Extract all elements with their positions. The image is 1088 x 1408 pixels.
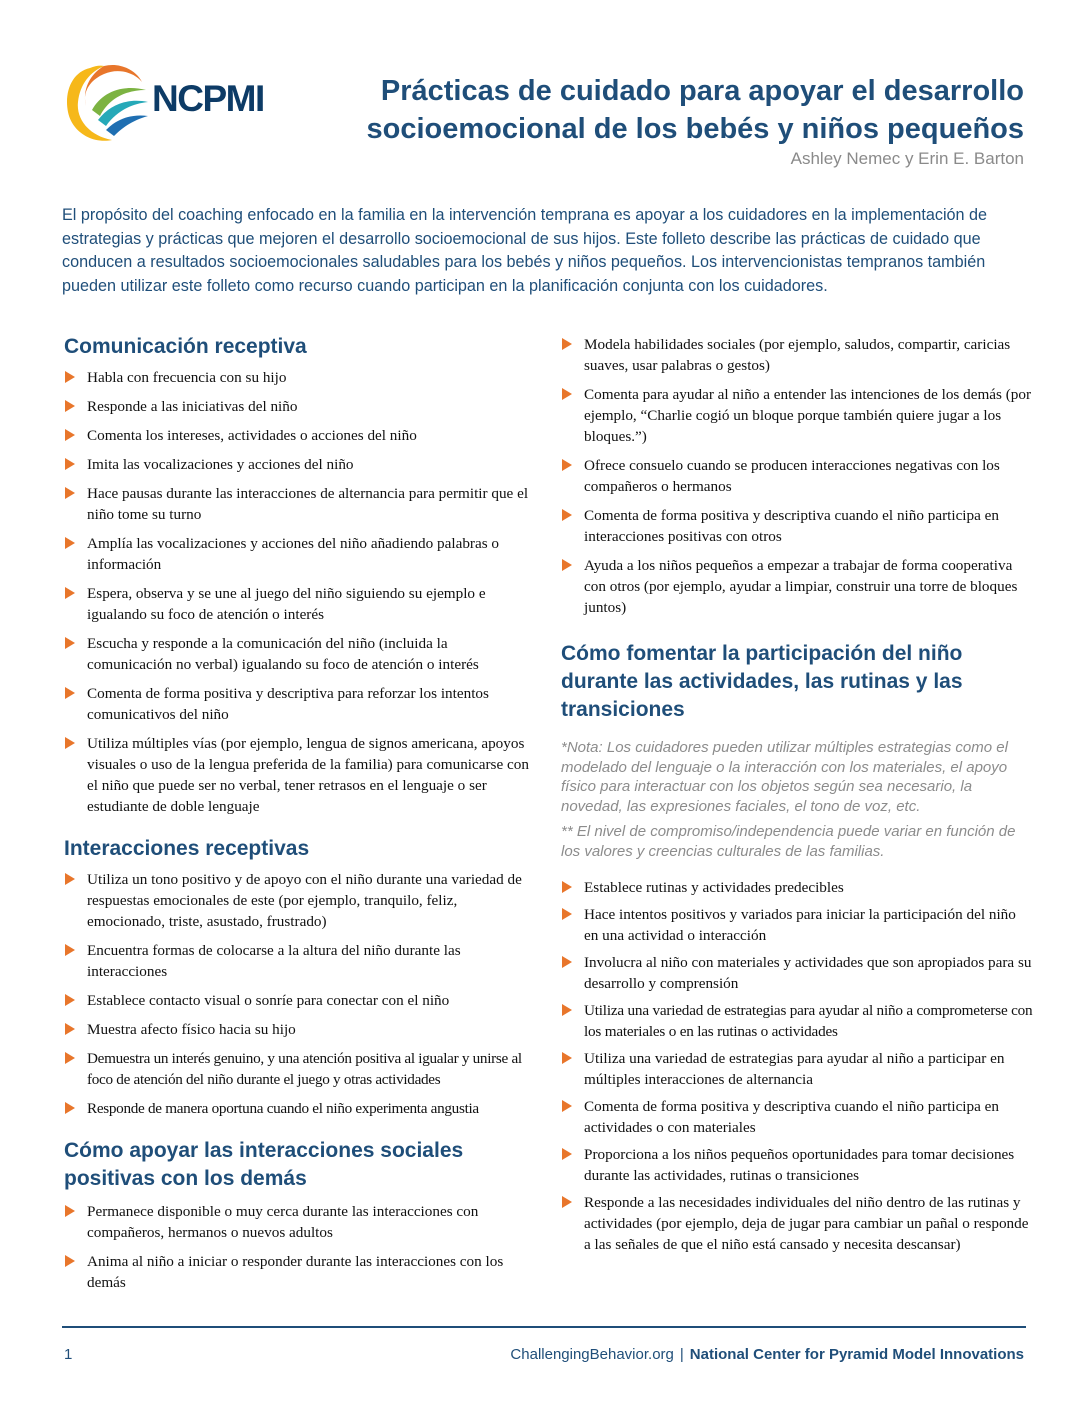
- list-item: Comenta los intereses, actividades o acciones del niño: [64, 425, 536, 446]
- list-item: Responde de manera oportuna cuando el niño experimenta angustia: [64, 1098, 536, 1119]
- bullet-triangle-icon: [65, 487, 75, 499]
- bullet-triangle-icon: [562, 559, 572, 571]
- list-item: Establece rutinas y actividades predecibles: [561, 877, 1033, 898]
- bullet-triangle-icon: [65, 873, 75, 885]
- bullet-triangle-icon: [562, 1148, 572, 1160]
- list-item: Involucra al niño con materiales y actividades que son apropiados para su desarrollo y comprensión: [561, 952, 1033, 994]
- authors: Ashley Nemec y Erin E. Barton: [790, 149, 1024, 168]
- title-line-1: Prácticas de cuidado para apoyar el desarrollo: [380, 75, 1024, 107]
- list-item: Utiliza múltiples vías (por ejemplo, lengua de signos americana, apoyos visuales o uso de la lengua preferida de la familia) para comunicarse con el niño que puede ser no verbal, tener retrasos en el lenguaje o ser estudiante de doble lenguaje: [64, 733, 536, 817]
- list-item: Ofrece consuelo cuando se producen interacciones negativas con los compañeros o hermanos: [561, 455, 1033, 497]
- section-heading-social-interactions: Cómo apoyar las interacciones sociales positivas con los demás: [64, 1139, 464, 1190]
- list-item: Ayuda a los niños pequeños a empezar a trabajar de forma cooperativa con otros (por ejemplo, ayudar a limpiar, construir una torre de bloques juntos): [561, 555, 1033, 618]
- left-column: [64, 330, 536, 1293]
- footer-divider: [62, 1326, 1026, 1328]
- list-item: Utiliza una variedad de estrategias para ayudar al niño a participar en múltiples interacciones de alternancia: [561, 1048, 1033, 1090]
- page-number: 1: [64, 1346, 73, 1363]
- list-item: Comenta de forma positiva y descriptiva cuando el niño participa en interacciones positivas con otros: [561, 505, 1033, 547]
- list-item: Hace intentos positivos y variados para iniciar la participación del niño en una actividad o interacción: [561, 904, 1033, 946]
- logo-wordmark: NCPMI: [152, 78, 264, 119]
- footer-organization: National Center for Pyramid Model Innovations: [689, 1346, 1024, 1363]
- list-item: Permanece disponible o muy cerca durante las interacciones con compañeros, hermanos o nuevos adultos: [64, 1201, 536, 1243]
- bullet-triangle-icon: [562, 509, 572, 521]
- bullet-triangle-icon: [562, 1100, 572, 1112]
- ncpmi-logo: [62, 62, 262, 146]
- list-item: Amplía las vocalizaciones y acciones del niño añadiendo palabras o información: [64, 533, 536, 575]
- bullet-triangle-icon: [65, 637, 75, 649]
- list-item: Establece contacto visual o sonríe para conectar con el niño: [64, 990, 536, 1011]
- list-item: Comenta de forma positiva y descriptiva cuando el niño participa en actividades o con materiales: [561, 1096, 1033, 1138]
- list-item: Hace pausas durante las interacciones de alternancia para permitir que el niño tome su turno: [64, 483, 536, 525]
- participation-note-2: ** El nivel de compromiso/independencia puede variar en función de los valores y creencias culturales de las familias.: [561, 823, 1016, 860]
- bullet-triangle-icon: [65, 587, 75, 599]
- footer-credit: [510, 1346, 1024, 1363]
- title-line-2: socioemocional de los bebés y niños pequeños: [366, 113, 1024, 145]
- receptive-communication-list: [64, 367, 536, 817]
- list-item: Utiliza un tono positivo y de apoyo con el niño durante una variedad de respuestas emocionales de este (por ejemplo, tranquilo, feliz, emocionado, triste, asustado, frustrado): [64, 869, 536, 932]
- bullet-triangle-icon: [562, 459, 572, 471]
- list-item: Demuestra un interés genuino, y una atención positiva al igualar y unirse al foco de atención del niño durante el juego y otras actividades: [64, 1048, 536, 1090]
- bullet-triangle-icon: [65, 1255, 75, 1267]
- bullet-triangle-icon: [562, 388, 572, 400]
- bullet-triangle-icon: [65, 1023, 75, 1035]
- bullet-triangle-icon: [65, 458, 75, 470]
- bullet-triangle-icon: [65, 994, 75, 1006]
- participation-note-1: *Nota: Los cuidadores pueden utilizar múltiples estrategias como el modelado del lenguaje o la interacción con los materiales, el apoyo físico para interactuar con los objetos según sea necesario, la novedad, las expresiones faciales, el tono de voz, etc.: [561, 739, 1008, 815]
- bullet-triangle-icon: [562, 908, 572, 920]
- receptive-interactions-list: [64, 869, 536, 1119]
- list-item: Encuentra formas de colocarse a la altura del niño durante las interacciones: [64, 940, 536, 982]
- footer-separator: |: [679, 1346, 684, 1363]
- list-item: Modela habilidades sociales (por ejemplo, saludos, compartir, caricias suaves, usar palabras o gestos): [561, 334, 1033, 376]
- bullet-triangle-icon: [65, 400, 75, 412]
- ncpmi-logo-icon: [62, 62, 152, 146]
- section-heading-receptive-interactions: Interacciones receptivas: [64, 837, 310, 860]
- bullet-triangle-icon: [65, 1205, 75, 1217]
- list-item: Comenta de forma positiva y descriptiva para reforzar los intentos comunicativos del niño: [64, 683, 536, 725]
- bullet-triangle-icon: [65, 1052, 75, 1064]
- list-item: Muestra afecto físico hacia su hijo: [64, 1019, 536, 1040]
- bullet-triangle-icon: [562, 1196, 572, 1208]
- bullet-triangle-icon: [562, 338, 572, 350]
- bullet-triangle-icon: [65, 737, 75, 749]
- bullet-triangle-icon: [562, 1052, 572, 1064]
- list-item: Responde a las iniciativas del niño: [64, 396, 536, 417]
- bullet-triangle-icon: [562, 1004, 572, 1016]
- list-item: Responde a las necesidades individuales del niño dentro de las rutinas y actividades (por ejemplo, deja de jugar para cambiar un pañal o responde a las señales de que el niño está cansado y necesita descansar): [561, 1192, 1033, 1255]
- list-item: Proporciona a los niños pequeños oportunidades para tomar decisiones durante las actividades, rutinas o transiciones: [561, 1144, 1033, 1186]
- list-item: Utiliza una variedad de estrategias para ayudar al niño a comprometerse con los materiales o en las rutinas o actividades: [561, 1000, 1033, 1042]
- right-column: [561, 330, 1033, 1255]
- participation-list: [561, 877, 1033, 1255]
- list-item: Anima al niño a iniciar o responder durante las interacciones con los demás: [64, 1251, 536, 1293]
- section-heading-participation: Cómo fomentar la participación del niño durante las actividades, las rutinas y las transiciones: [561, 642, 963, 721]
- intro-paragraph: El propósito del coaching enfocado en la familia en la intervención temprana es apoyar a los cuidadores en la implementación de estrategias y prácticas que mejoren el desarrollo socioemocional de sus hijos. Este folleto describe las prácticas de cuidado que conducen a resultados socioemocionales saludables para los bebés y niños pequeños. Los intervencionistas tempranos también pueden utilizar este folleto como recurso cuando participan en la planificación conjunta con los cuidadores.: [62, 206, 988, 295]
- bullet-triangle-icon: [65, 944, 75, 956]
- list-item: Habla con frecuencia con su hijo: [64, 367, 536, 388]
- bullet-triangle-icon: [65, 687, 75, 699]
- list-item: Imita las vocalizaciones y acciones del niño: [64, 454, 536, 475]
- bullet-triangle-icon: [65, 1102, 75, 1114]
- list-item: Espera, observa y se une al juego del niño siguiendo su ejemplo e igualando su foco de atención o interés: [64, 583, 536, 625]
- list-item: Escucha y responde a la comunicación del niño (incluida la comunicación no verbal) igualando su foco de atención o interés: [64, 633, 536, 675]
- bullet-triangle-icon: [562, 956, 572, 968]
- bullet-triangle-icon: [562, 881, 572, 893]
- section-heading-receptive-communication: Comunicación receptiva: [64, 335, 307, 358]
- bullet-triangle-icon: [65, 429, 75, 441]
- footer-site-link[interactable]: ChallengingBehavior.org: [510, 1346, 674, 1363]
- social-interactions-list-part1: [64, 1201, 536, 1293]
- social-interactions-list-part2: [561, 334, 1033, 618]
- list-item: Comenta para ayudar al niño a entender las intenciones de los demás (por ejemplo, “Charlie cogió un bloque porque también quiere jugar a los bloques.”): [561, 384, 1033, 447]
- bullet-triangle-icon: [65, 537, 75, 549]
- bullet-triangle-icon: [65, 371, 75, 383]
- page-title: [264, 72, 1024, 148]
